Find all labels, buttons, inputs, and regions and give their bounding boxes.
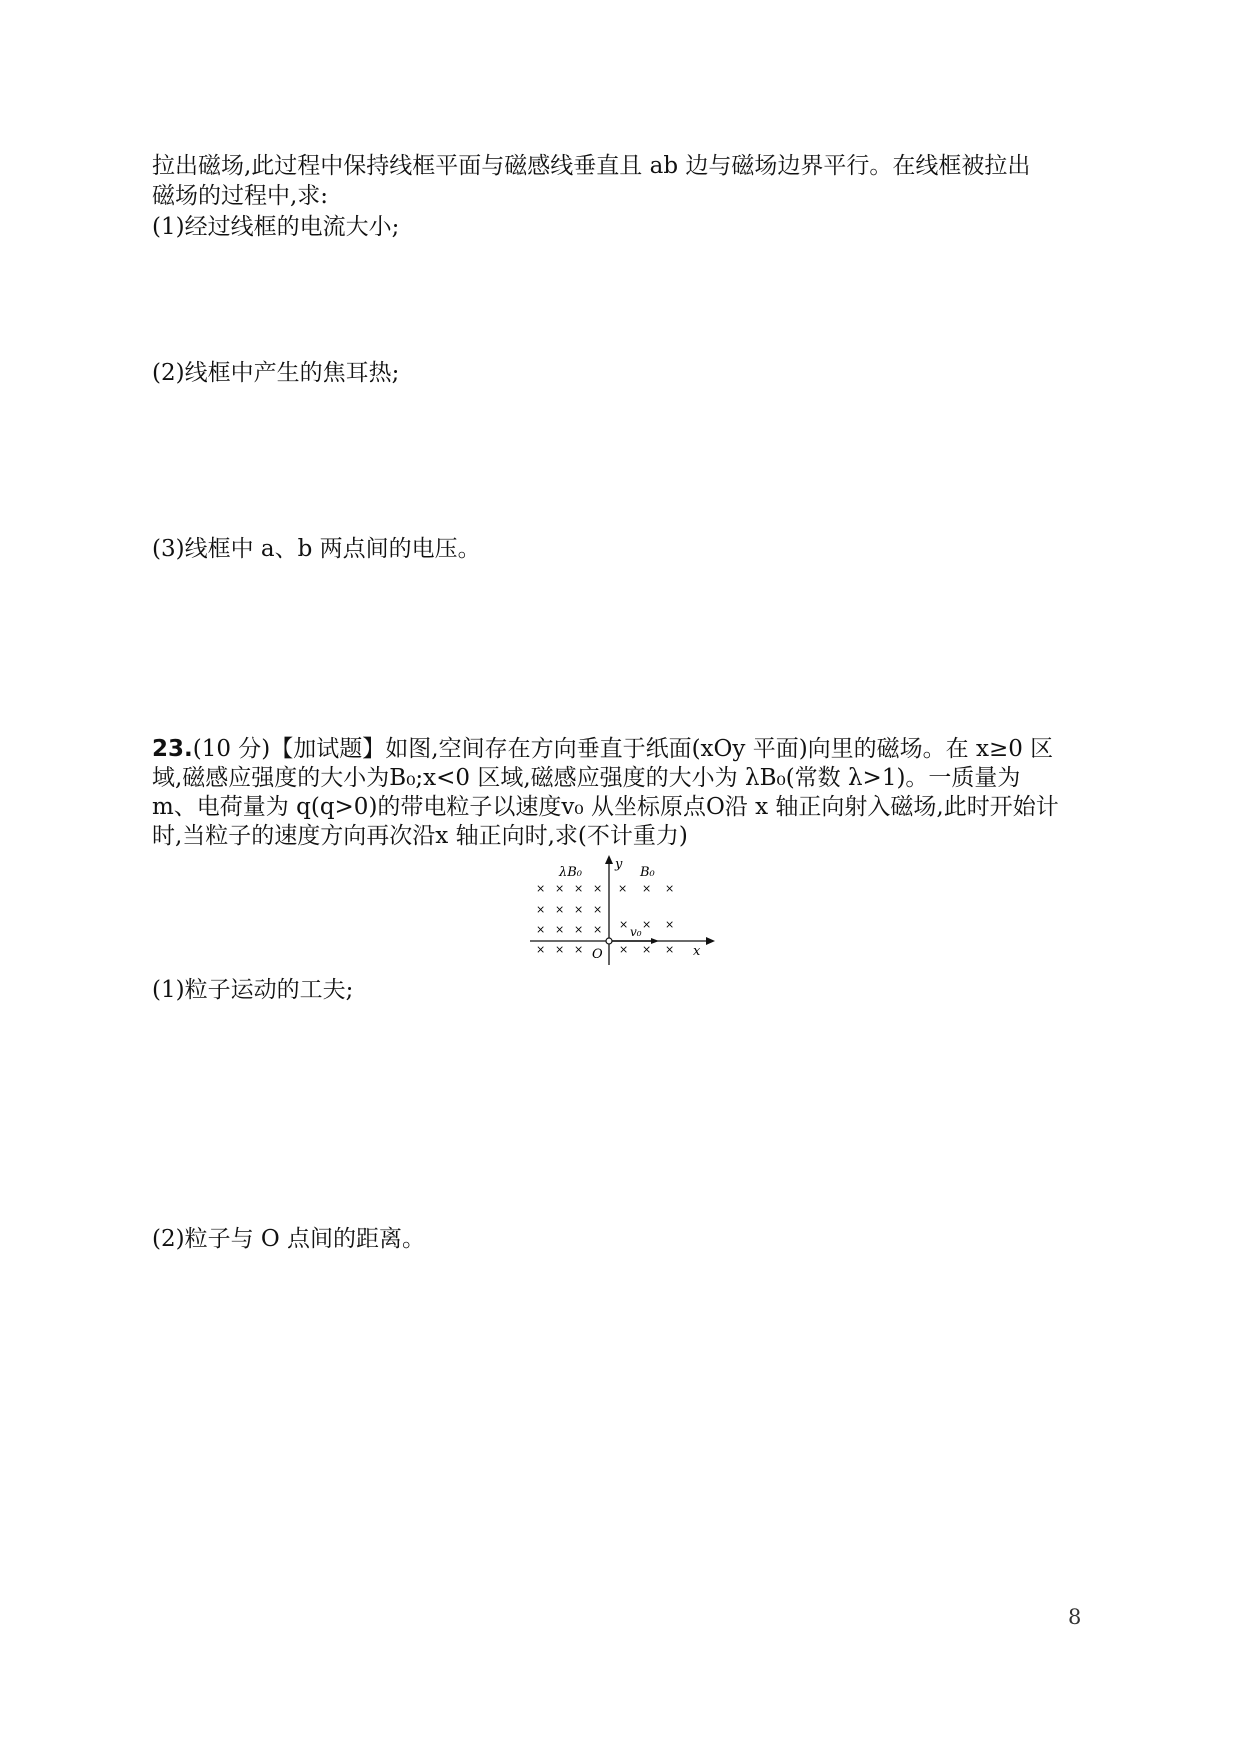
field-cross-mark: × — [619, 943, 629, 956]
field-cross-mark: × — [665, 918, 675, 931]
field-marks — [536, 882, 674, 956]
field-cross-mark: × — [574, 882, 584, 895]
field-cross-mark: × — [536, 903, 546, 916]
q23-line-4: 时,当粒子的速度方向再次沿x 轴正向时,求(不计重力) — [152, 823, 688, 849]
q22-text-line-1: 拉出磁场,此过程中保持线框平面与磁感线垂直且 ab 边与磁场边界平行。在线框被拉出 — [152, 153, 1031, 179]
field-cross-mark: × — [593, 903, 603, 916]
field-cross-mark: × — [665, 882, 675, 895]
field-cross-mark: × — [574, 903, 584, 916]
q23-line-1 — [152, 735, 1059, 764]
q22-text-line-2: 磁场的过程中,求: — [152, 183, 329, 209]
y-axis-arrow — [605, 855, 613, 864]
q23-subquestion-1: (1)粒子运动的工夫; — [152, 977, 354, 1003]
field-cross-mark: × — [574, 943, 584, 956]
left-field-label: λB₀ — [559, 865, 583, 880]
velocity-label: v₀ — [630, 925, 642, 939]
field-cross-mark: × — [593, 882, 603, 895]
page-number: 8 — [1068, 1605, 1082, 1629]
field-cross-mark: × — [536, 882, 546, 895]
velocity-arrow — [651, 938, 659, 944]
field-cross-mark: × — [574, 923, 584, 936]
magnetic-field-figure — [525, 852, 725, 968]
field-cross-mark: × — [642, 882, 652, 895]
q22-subquestion-1: (1)经过线框的电流大小; — [152, 214, 400, 240]
x-axis-arrow — [706, 937, 715, 945]
field-cross-mark: × — [536, 923, 546, 936]
origin-point — [606, 938, 612, 944]
q23-number: 23. — [152, 736, 193, 762]
q23-line-3: m、电荷量为 q(q>0)的带电粒子以速度v₀ 从坐标原点O沿 x 轴正向射入磁场,此时开始计 — [152, 794, 1059, 820]
field-cross-mark: × — [593, 923, 603, 936]
q23-line-1-text: (10 分)【加试题】如图,空间存在方向垂直于纸面(xOy 平面)向里的磁场。在 x≥0 区 — [192, 736, 1054, 762]
field-cross-mark: × — [642, 943, 652, 956]
field-cross-mark: × — [555, 882, 565, 895]
field-cross-mark: × — [619, 918, 629, 931]
y-axis-label: y — [615, 857, 623, 872]
field-cross-mark: × — [555, 943, 565, 956]
q22-subquestion-3: (3)线框中 a、b 两点间的电压。 — [152, 536, 481, 562]
q23-question — [152, 735, 1059, 851]
field-cross-mark: × — [536, 943, 546, 956]
origin-label: O — [592, 947, 603, 962]
x-axis-label: x — [693, 944, 701, 959]
field-cross-mark: × — [642, 918, 652, 931]
q23-line-2: 域,磁感应强度的大小为B₀;x<0 区域,磁感应强度的大小为 λB₀(常数 λ>1)。一质量为 — [152, 765, 1021, 791]
right-field-label: B₀ — [640, 865, 655, 880]
field-cross-mark: × — [665, 943, 675, 956]
field-cross-mark: × — [555, 923, 565, 936]
q23-subquestion-2: (2)粒子与 O 点间的距离。 — [152, 1226, 426, 1252]
field-cross-mark: × — [555, 903, 565, 916]
field-cross-mark: × — [618, 882, 628, 895]
q22-subquestion-2: (2)线框中产生的焦耳热; — [152, 360, 400, 386]
